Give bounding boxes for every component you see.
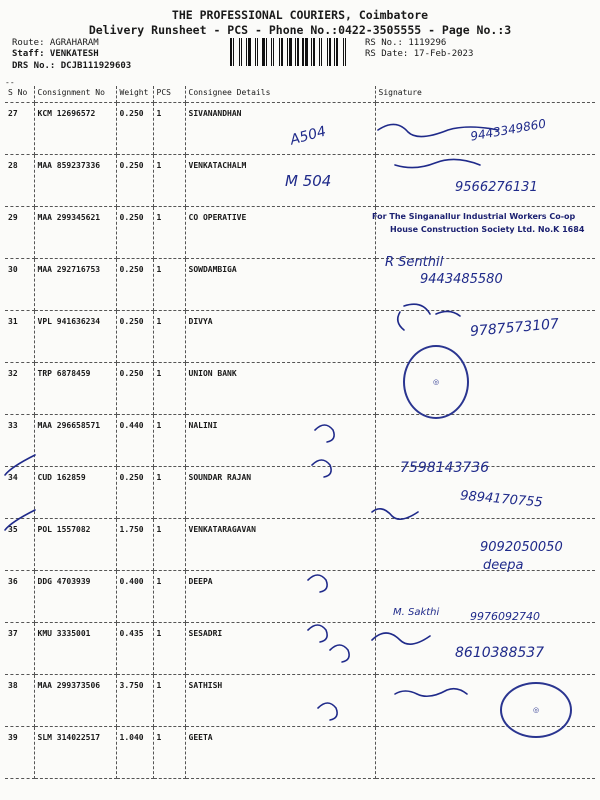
row-pcs: 1 (153, 155, 185, 207)
handwritten-phone: 9443485580 (420, 272, 503, 287)
row-consignment: DDG 4703939 (34, 571, 116, 623)
separator-dashes: -- (5, 78, 15, 87)
row-consignee: SIVANANDHAN (185, 103, 375, 155)
row-consignment: CUD 162859 (34, 467, 116, 519)
handwritten-name: deepa (483, 558, 524, 573)
handwritten-name: M. Sakthi (393, 607, 440, 618)
table-row (5, 727, 595, 779)
row-sno: 30 (5, 259, 34, 311)
row-pcs: 1 (153, 311, 185, 363)
row-pcs: 1 (153, 675, 185, 727)
row-signature (375, 415, 595, 467)
row-consignment: VPL 941636234 (34, 311, 116, 363)
round-stamp: ◎ (500, 682, 572, 738)
row-consignment: SLM 314022517 (34, 727, 116, 779)
row-weight: 0.435 (116, 623, 153, 675)
row-pcs: 1 (153, 415, 185, 467)
row-consignment: MAA 292716753 (34, 259, 116, 311)
row-consignment: POL 1557082 (34, 519, 116, 571)
row-weight: 0.250 (116, 259, 153, 311)
row-sno: 33 (5, 415, 34, 467)
row-weight: 1.750 (116, 519, 153, 571)
row-consignee: SOUNDAR RAJAN (185, 467, 375, 519)
row-pcs: 1 (153, 623, 185, 675)
handwritten-name: R Senthil (385, 255, 444, 270)
row-consignee: SESADRI (185, 623, 375, 675)
row-pcs: 1 (153, 727, 185, 779)
row-weight: 0.250 (116, 103, 153, 155)
row-consignee: GEETA (185, 727, 375, 779)
row-sno: 39 (5, 727, 34, 779)
col-consignee: Consignee Details (185, 86, 375, 103)
drs-number: DRS No.: DCJB111929603 (12, 61, 132, 71)
row-weight: 0.250 (116, 467, 153, 519)
row-sno: 35 (5, 519, 34, 571)
bank-stamp: ◎ (403, 345, 469, 419)
handwritten-phone: 9443349860 (469, 116, 547, 144)
row-weight: 0.440 (116, 415, 153, 467)
row-signature (375, 727, 595, 779)
row-consignment: KCM 12696572 (34, 103, 116, 155)
handwritten-phone: 9976092740 (470, 610, 540, 623)
barcode (230, 38, 355, 66)
row-weight: 0.400 (116, 571, 153, 623)
row-pcs: 1 (153, 207, 185, 259)
table-header-row (5, 86, 595, 103)
row-consignee: UNION BANK (185, 363, 375, 415)
staff-label: Staff: VENKATESH (12, 49, 99, 59)
row-consignment: MAA 299373506 (34, 675, 116, 727)
row-consignee: DEEPA (185, 571, 375, 623)
row-consignment: MAA 859237336 (34, 155, 116, 207)
handwritten-phone: 7598143736 (400, 460, 490, 476)
row-sno: 37 (5, 623, 34, 675)
row-consignee: SOWDAMBIGA (185, 259, 375, 311)
row-sno: 36 (5, 571, 34, 623)
stamp-text: House Construction Society Ltd. No.K 1684 (390, 225, 585, 234)
runsheet-subtitle: Delivery Runsheet - PCS - Phone No.:0422-3505555 - Page No.:3 (88, 23, 512, 37)
row-consignee: VENKATACHALM (185, 155, 375, 207)
row-consignee: VENKATARAGAVAN (185, 519, 375, 571)
row-weight: 0.250 (116, 363, 153, 415)
handwritten-code: A504 (288, 123, 328, 149)
row-weight: 0.250 (116, 207, 153, 259)
row-consignee: CO OPERATIVE (185, 207, 375, 259)
company-title: THE PROFESSIONAL COURIERS, Coimbatore (171, 8, 429, 22)
col-consignment: Consignment No (34, 86, 116, 103)
row-sno: 31 (5, 311, 34, 363)
row-sno: 32 (5, 363, 34, 415)
col-sno: S No (5, 86, 34, 103)
handwritten-code: M 504 (285, 172, 332, 190)
row-consignee: NALINI (185, 415, 375, 467)
row-weight: 0.250 (116, 311, 153, 363)
row-weight: 3.750 (116, 675, 153, 727)
rs-number: RS No.: 1119296 (365, 38, 447, 48)
row-sno: 28 (5, 155, 34, 207)
row-sno: 29 (5, 207, 34, 259)
table-row (5, 259, 595, 311)
handwritten-phone: 9566276131 (455, 180, 538, 195)
stamp-text: For The Singanallur Industrial Workers Co-op (372, 212, 576, 221)
row-pcs: 1 (153, 467, 185, 519)
row-consignment: MAA 299345621 (34, 207, 116, 259)
route-label: Route: AGRAHARAM (12, 38, 99, 48)
row-weight: 0.250 (116, 155, 153, 207)
rs-date: RS Date: 17-Feb-2023 (365, 49, 474, 59)
col-pcs: PCS (153, 86, 185, 103)
row-pcs: 1 (153, 103, 185, 155)
row-consignment: TRP 6878459 (34, 363, 116, 415)
row-sno: 38 (5, 675, 34, 727)
row-pcs: 1 (153, 363, 185, 415)
handwritten-phone: 9092050050 (480, 540, 563, 555)
handwritten-phone: 8610388537 (455, 645, 545, 661)
row-pcs: 1 (153, 259, 185, 311)
table-row (5, 415, 595, 467)
row-sno: 27 (5, 103, 34, 155)
row-weight: 1.040 (116, 727, 153, 779)
row-consignee: DIVYA (185, 311, 375, 363)
table-row (5, 363, 595, 415)
row-pcs: 1 (153, 519, 185, 571)
col-signature: Signature (375, 86, 595, 103)
handwritten-phone: 9894170755 (459, 488, 544, 511)
col-weight: Weight (116, 86, 153, 103)
row-sno: 34 (5, 467, 34, 519)
row-consignment: MAA 296658571 (34, 415, 116, 467)
row-pcs: 1 (153, 571, 185, 623)
row-consignee: SATHISH (185, 675, 375, 727)
handwritten-phone: 9787573107 (469, 316, 560, 340)
row-consignment: KMU 3335001 (34, 623, 116, 675)
